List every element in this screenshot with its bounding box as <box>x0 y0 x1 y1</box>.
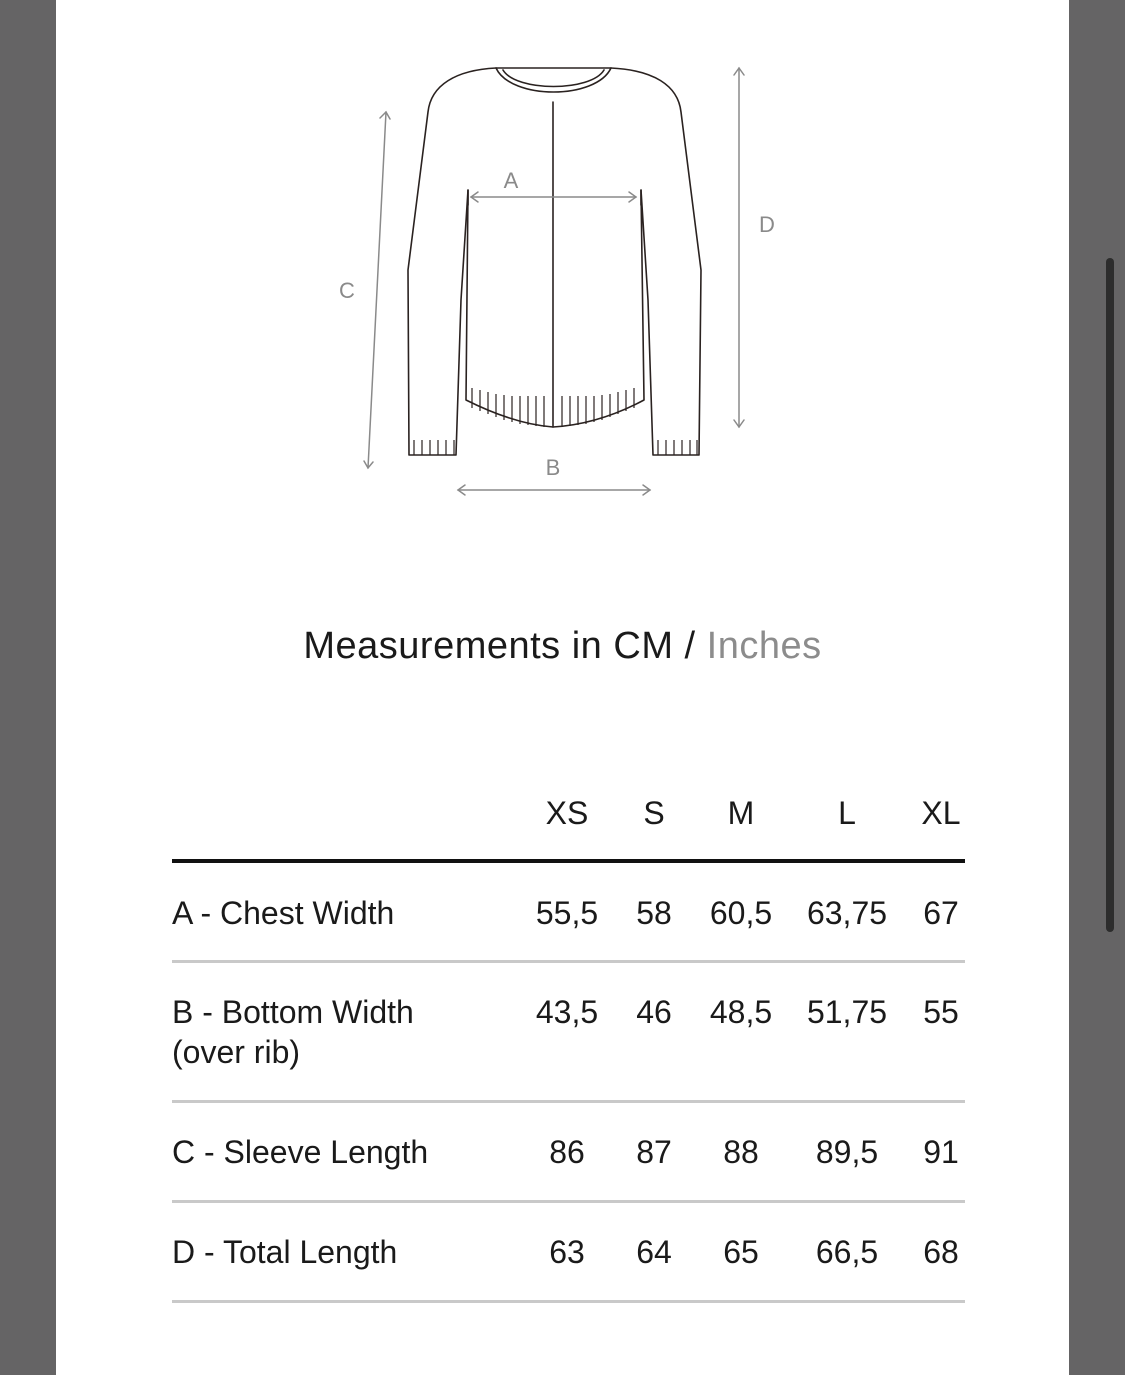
cell-sleeve-m: 88 <box>723 1134 759 1170</box>
label-a: A <box>503 168 519 193</box>
cell-length-xl: 68 <box>923 1234 959 1270</box>
size-header-xs: XS <box>545 795 589 831</box>
label-d: D <box>759 212 775 237</box>
garment-diagram <box>56 0 1069 560</box>
unit-cm-label[interactable]: Measurements in CM / <box>303 625 707 667</box>
cell-bottom-m: 48,5 <box>709 994 773 1030</box>
cell-length-l: 66,5 <box>815 1234 879 1270</box>
sleeve-arrow <box>368 112 386 468</box>
cardigan-outline <box>408 68 701 455</box>
size-header-l: L <box>838 795 856 831</box>
cell-chest-m: 60,5 <box>709 895 773 931</box>
size-header-xl: XL <box>921 795 961 831</box>
row-divider <box>172 1200 965 1203</box>
cell-length-xs: 63 <box>549 1234 585 1270</box>
cell-sleeve-l: 89,5 <box>815 1134 879 1170</box>
cell-sleeve-s: 87 <box>636 1134 672 1170</box>
cell-bottom-s: 46 <box>636 994 672 1030</box>
row-label-bottom-width-line1: B - Bottom Width <box>172 994 414 1030</box>
cell-chest-xs: 55,5 <box>535 895 599 931</box>
row-label-total-length: D - Total Length <box>172 1234 398 1270</box>
measurement-heading <box>56 625 1069 668</box>
cell-chest-l: 63,75 <box>806 895 888 931</box>
cell-chest-xl: 67 <box>923 895 959 931</box>
cell-sleeve-xs: 86 <box>549 1134 585 1170</box>
row-label-bottom-width <box>172 992 502 1072</box>
label-b: B <box>545 455 561 480</box>
size-guide-sheet <box>56 0 1069 1375</box>
scrollbar-thumb[interactable] <box>1106 258 1114 932</box>
row-divider <box>172 1300 965 1303</box>
cell-bottom-l: 51,75 <box>806 994 888 1030</box>
collar-outline <box>496 68 611 92</box>
row-label-sleeve-length: C - Sleeve Length <box>172 1134 429 1170</box>
row-label-chest-width: A - Chest Width <box>172 895 395 931</box>
table-header-rule <box>172 859 965 863</box>
cell-length-s: 64 <box>636 1234 672 1270</box>
row-divider <box>172 960 965 963</box>
size-header-s: S <box>643 795 665 831</box>
cell-bottom-xs: 43,5 <box>535 994 599 1030</box>
unit-inches-toggle[interactable]: Inches <box>706 625 822 667</box>
cell-bottom-xl: 55 <box>923 994 959 1030</box>
cell-chest-s: 58 <box>636 895 672 931</box>
row-label-bottom-width-line2: (over rib) <box>172 1034 301 1070</box>
row-divider <box>172 1100 965 1103</box>
cell-length-m: 65 <box>723 1234 759 1270</box>
backdrop-right <box>1069 0 1125 1375</box>
size-header-m: M <box>727 795 755 831</box>
label-c: C <box>339 278 355 303</box>
backdrop-left <box>0 0 56 1375</box>
cell-sleeve-xl: 91 <box>923 1134 959 1170</box>
